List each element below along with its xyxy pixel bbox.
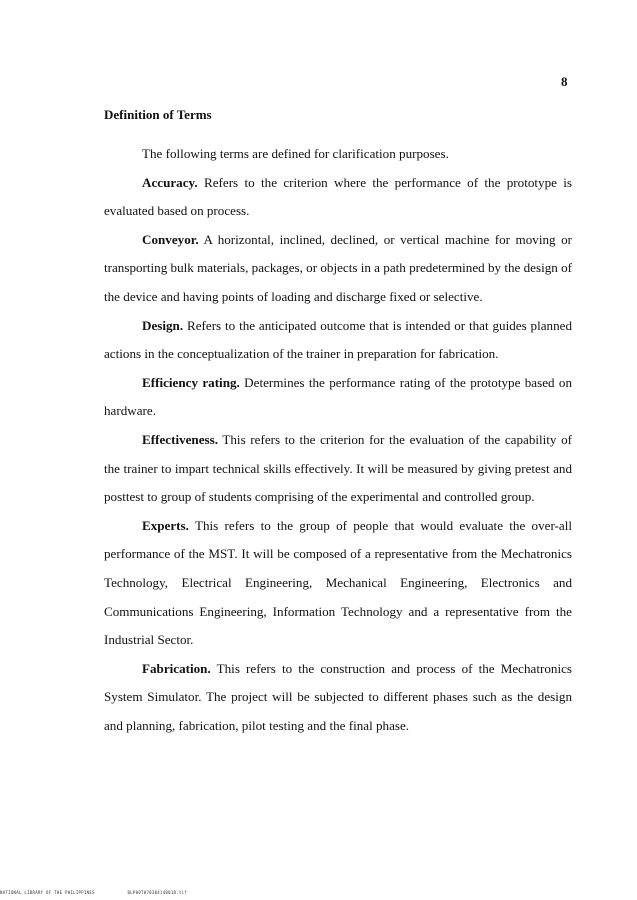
intro-paragraph: The following terms are defined for clarification purposes. — [142, 146, 449, 161]
scan-footer — [0, 890, 187, 895]
term-conveyor — [104, 226, 572, 312]
term-label: Conveyor. — [142, 231, 199, 247]
body-text — [104, 140, 572, 740]
term-accuracy — [104, 169, 572, 226]
term-definition: Refers to the anticipated outcome that is intended or that guides planned actions in the conceptualization of the trainer in preparation for fabrication. — [104, 317, 572, 362]
term-label: Experts. — [142, 517, 189, 533]
term-label: Accuracy. — [142, 174, 198, 190]
term-label: Design. — [142, 317, 184, 333]
term-label: Effectiveness. — [142, 431, 218, 447]
term-definition: This refers to the group of people that would evaluate the over-all performance of the MST. It will be composed of a representative from the Mechatronics Technology, Electrical Engineering, Mechanical Engineering, Electronics and Communications Engineering, Information Technology and a representative from the Industrial Sector. — [104, 517, 572, 648]
term-efficiency-rating — [104, 369, 572, 426]
page-number: 8 — [561, 74, 568, 89]
term-definition: Refers to the criterion where the performance of the prototype is evaluated based on process. — [104, 174, 572, 219]
term-definition: This refers to the construction and process of the Mechatronics System Simulator. The project will be subjected to different phases such as the design and planning, fabrication, pilot testing and the final phase. — [104, 660, 572, 733]
term-definition: This refers to the criterion for the evaluation of the capability of the trainer to impart technical skills effectively. It will be measured by giving pretest and posttest to group of students comprising of the experimental and controlled group. — [104, 431, 572, 505]
term-fabrication — [104, 655, 572, 741]
footer-file-id: BLP00T07030414801B.tif — [127, 890, 188, 895]
footer-library: NATIONAL LIBRARY OF THE PHILIPPINES — [0, 890, 95, 895]
term-label: Efficiency rating. — [142, 374, 240, 390]
term-design — [104, 312, 572, 369]
term-definition: Determines the performance rating of the prototype based on hardware. — [104, 374, 572, 419]
term-definition: A horizontal, inclined, declined, or vertical machine for moving or transporting bulk materials, packages, or objects in a path predetermined by the design of the device and having points of loading and discharge fixed or selective. — [104, 231, 573, 304]
term-effectiveness — [104, 426, 572, 512]
term-label: Fabrication. — [142, 660, 211, 676]
section-title: Definition of Terms — [104, 107, 212, 122]
term-experts — [104, 512, 572, 655]
